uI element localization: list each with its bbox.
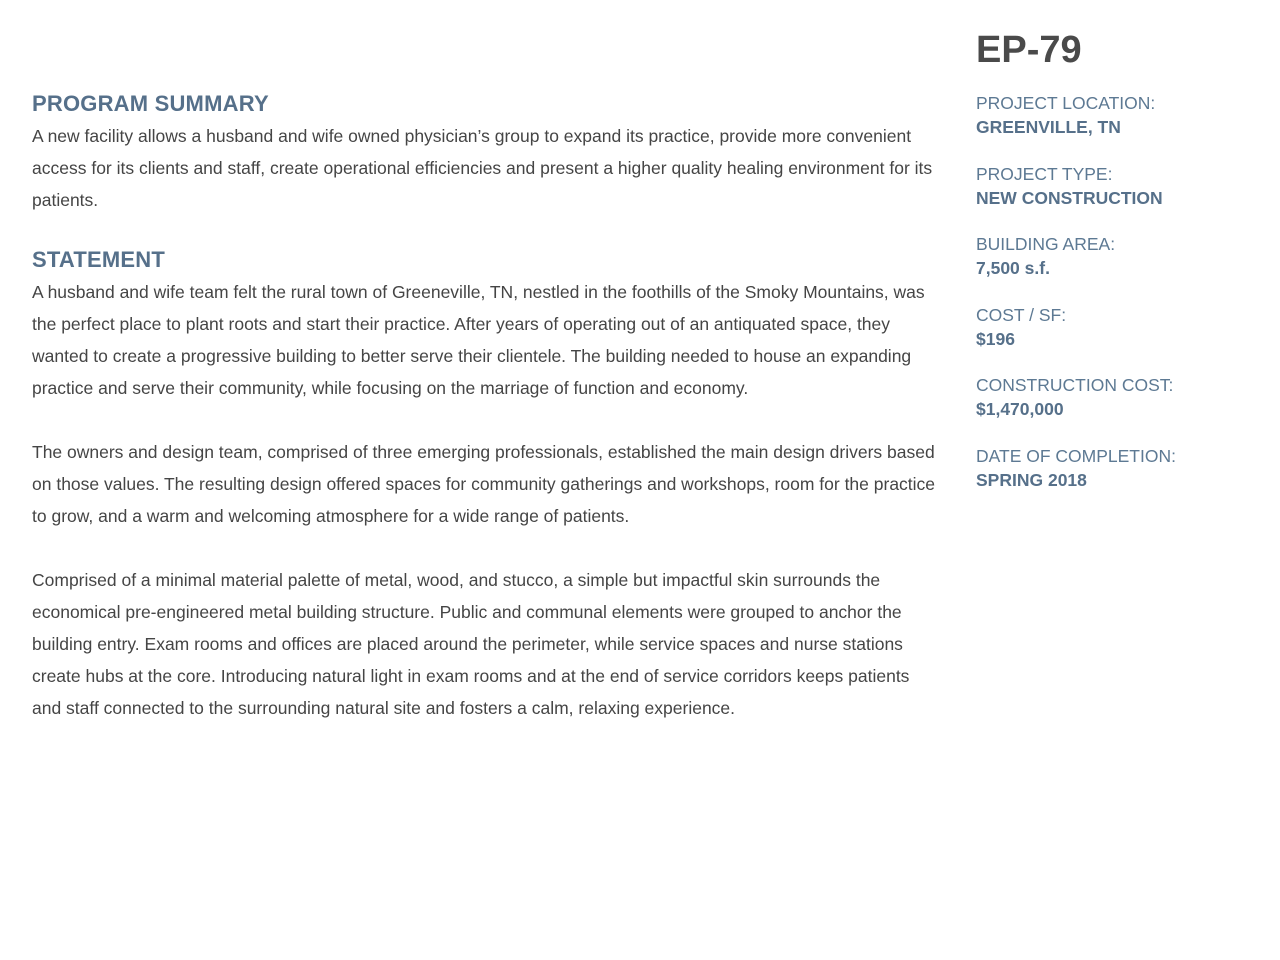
statement-heading: STATEMENT bbox=[32, 247, 165, 272]
fact-label: BUILDING AREA: bbox=[976, 234, 1116, 254]
fact-label: COST / SF: bbox=[976, 304, 1067, 325]
project-code: EP-79 bbox=[976, 29, 1082, 71]
section-spacer bbox=[32, 216, 937, 244]
program-summary-text: A new facility allows a husband and wife owned physician’s group to expand its practice, provide more convenient access for its clients and staff, create operational efficiencies and present a higher quality healing environment for its patients. bbox=[32, 126, 933, 210]
fact-project-location bbox=[976, 91, 1266, 162]
fact-date-of-completion bbox=[976, 444, 1266, 515]
paragraph-spacer bbox=[32, 532, 937, 564]
fact-value: SPRING 2018 bbox=[976, 469, 1087, 490]
fact-cost-per-sf bbox=[976, 303, 1266, 374]
fact-value: $1,470,000 bbox=[976, 399, 1064, 419]
paragraph-spacer bbox=[32, 404, 937, 436]
fact-value: $196 bbox=[976, 328, 1015, 349]
main-content bbox=[32, 88, 937, 724]
program-summary-heading: PROGRAM SUMMARY bbox=[32, 91, 269, 116]
fact-label: DATE OF COMPLETION: bbox=[976, 445, 1176, 466]
project-facts bbox=[976, 91, 1266, 514]
fact-label: PROJECT TYPE: bbox=[976, 163, 1113, 184]
statement-paragraph: A husband and wife team felt the rural town of Greeneville, TN, nestled in the foothills of the Smoky Mountains, was the perfect place to plant roots and start their practice. After years of operating out of an antiquated space, they wanted to create a progressive building to better serve their clientele. The building needed to house an expanding practice and serve their community, while focusing on the marriage of function and economy. bbox=[32, 282, 925, 398]
fact-label: PROJECT LOCATION: bbox=[976, 93, 1156, 113]
fact-value: 7,500 s.f. bbox=[976, 258, 1050, 278]
fact-building-area bbox=[976, 232, 1266, 303]
fact-project-type bbox=[976, 162, 1266, 233]
statement-paragraph: Comprised of a minimal material palette of metal, wood, and stucco, a simple but impactful skin surrounds the economical pre-engineered metal building structure. Public and communal elements were grouped to anchor the building entry. Exam rooms and offices are placed around the perimeter, while service spaces and nurse stations create hubs at the core. Introducing natural light in exam rooms and at the end of service corridors keeps patients and staff connected to the surrounding natural site and fosters a calm, relaxing experience. bbox=[32, 570, 910, 718]
statement-paragraph: The owners and design team, comprised of three emerging professionals, established the main design drivers based on those values. The resulting design offered spaces for community gatherings and workshops, room for the practice to grow, and a warm and welcoming atmosphere for a wide range of patients. bbox=[32, 442, 936, 526]
fact-label: CONSTRUCTION COST: bbox=[976, 375, 1174, 395]
fact-value: NEW CONSTRUCTION bbox=[976, 187, 1163, 208]
fact-value: GREENVILLE, TN bbox=[976, 117, 1121, 137]
fact-construction-cost bbox=[976, 373, 1266, 444]
